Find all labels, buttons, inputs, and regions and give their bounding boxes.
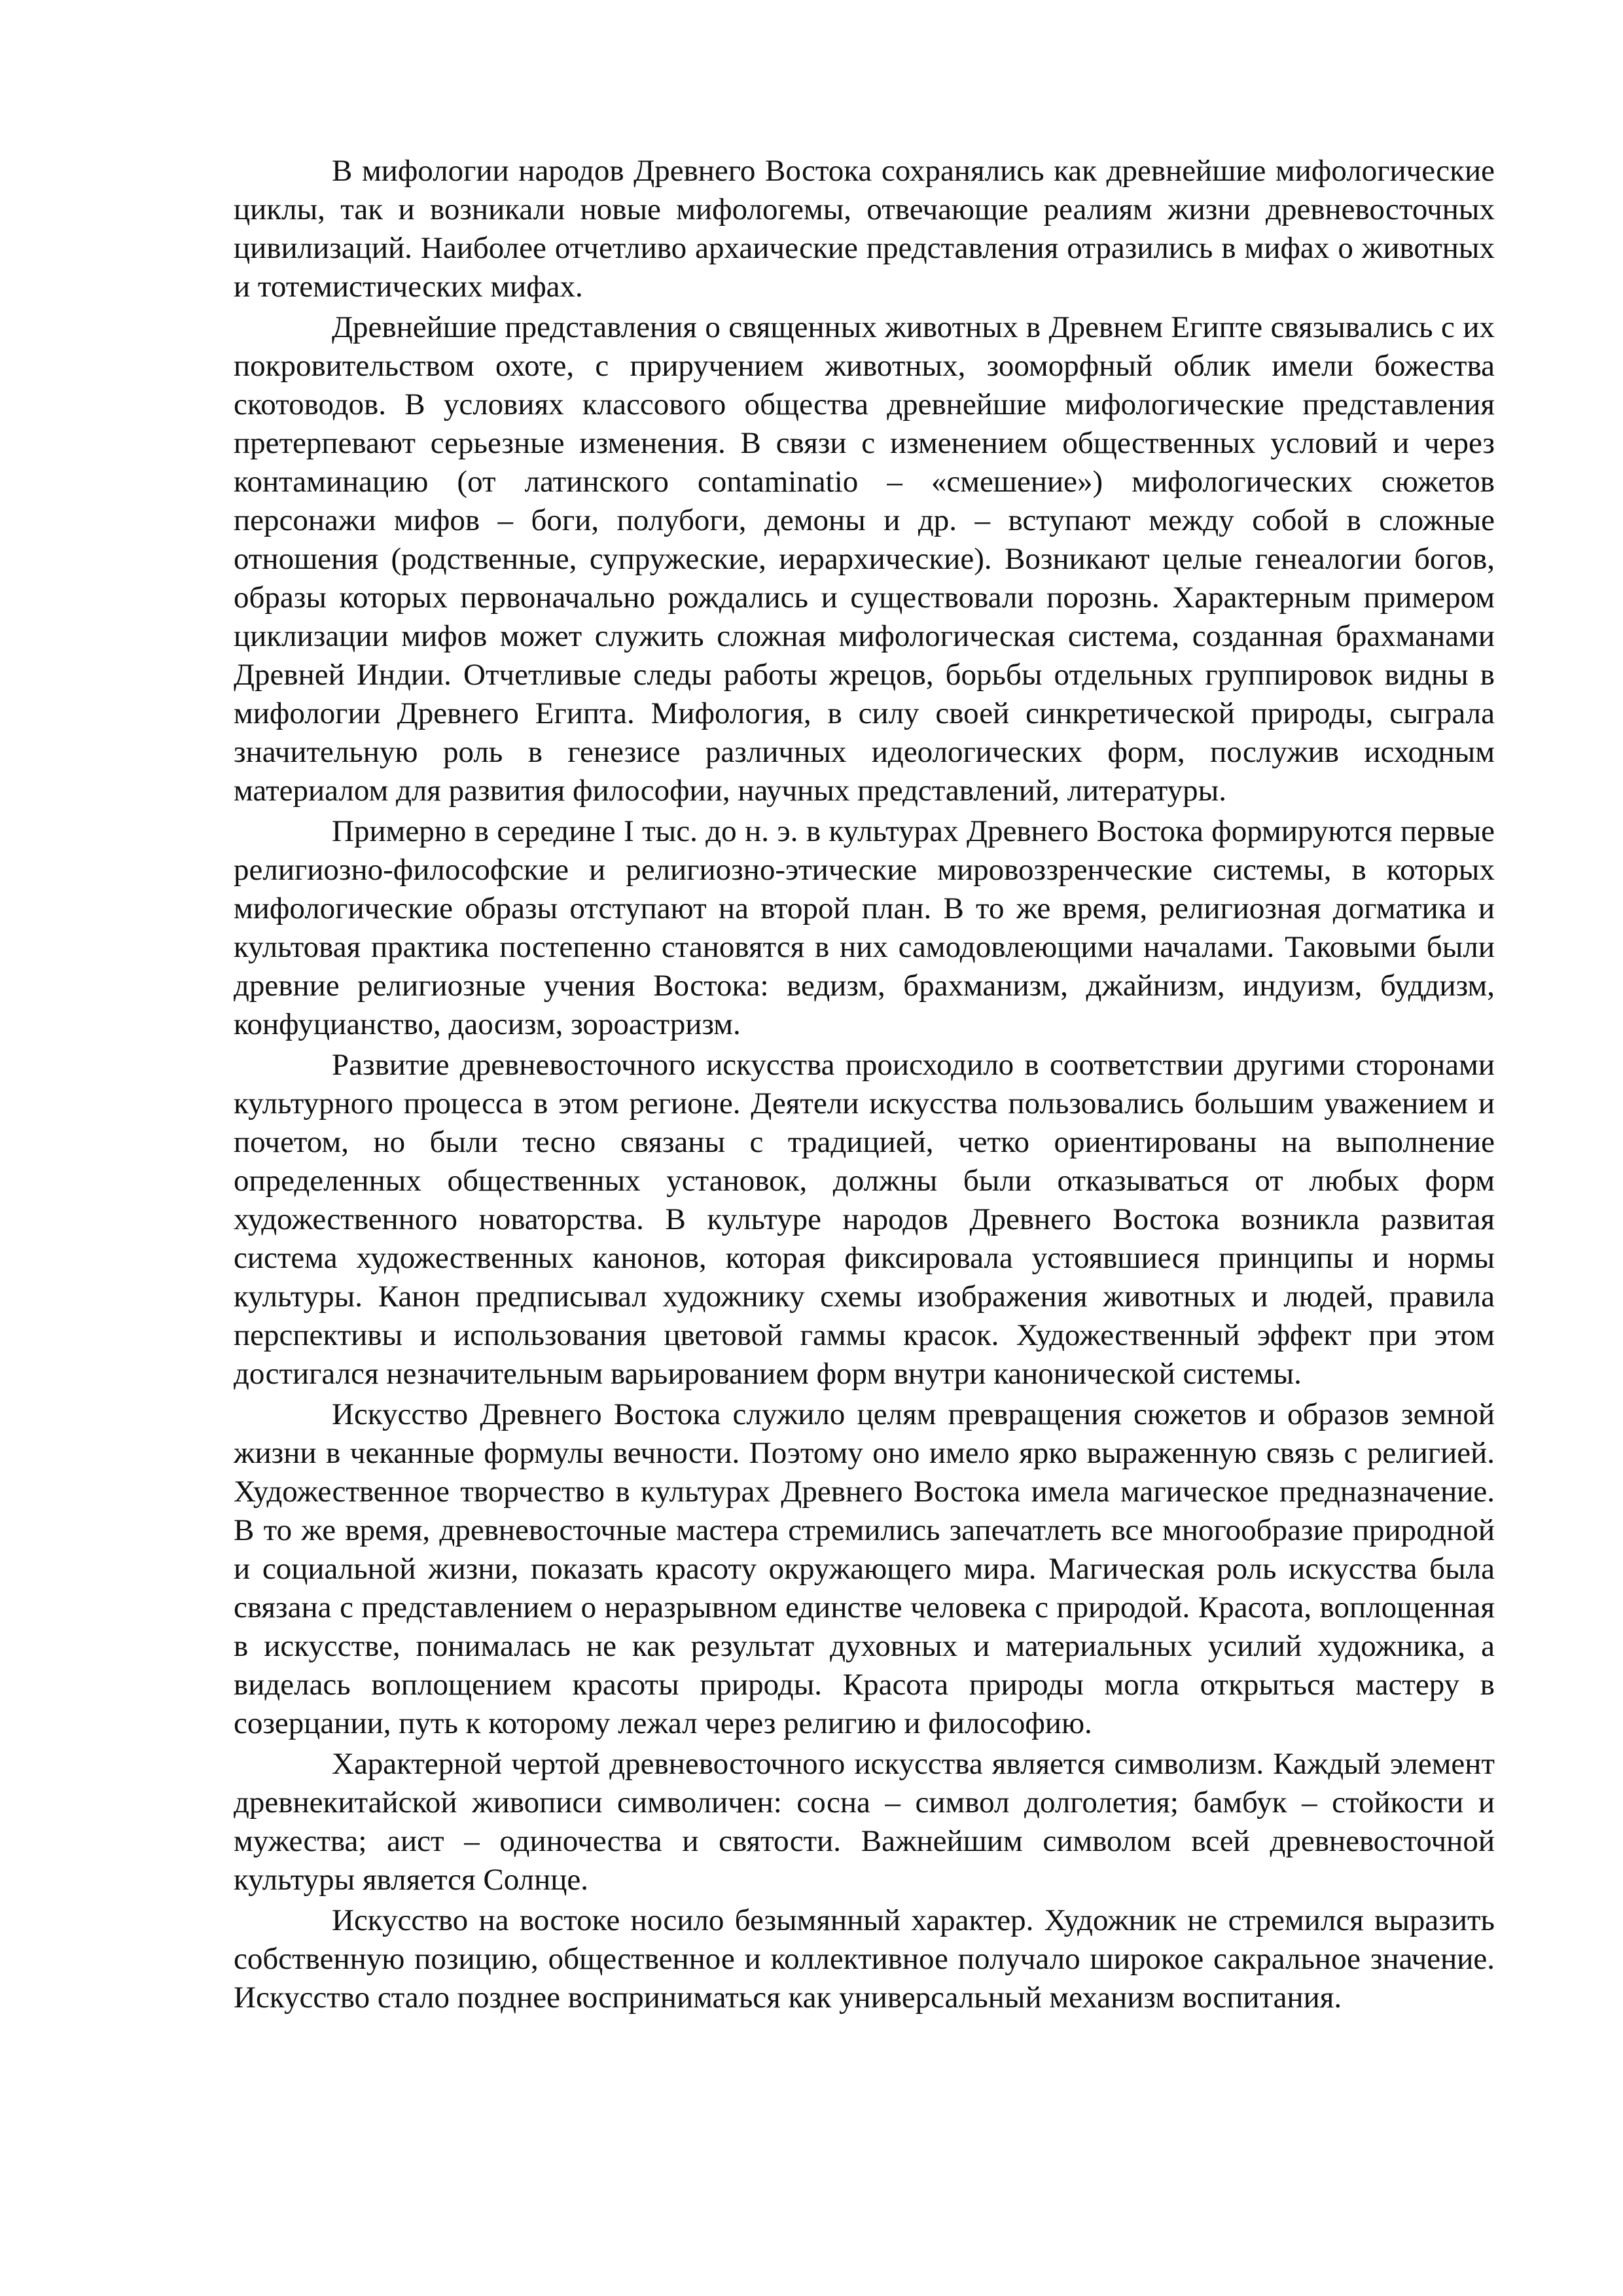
paragraph-mythology-ancient-east: В мифологии народов Древнего Востока сохранялись как древнейшие мифологические циклы, так и возникали новые мифологемы, отвечающие реалиям жизни древневосточных цивилизаций. Наиболее отчетливо архаические представления отразились в мифах о животных и тотемистических мифах.	[234, 154, 1495, 304]
paragraph-art-development-canons: Развитие древневосточного искусства происходило в соответствии другими сторонами культурного процесса в этом регионе. Деятели искусства пользовались большим уважением и почетом, но были тесно связаны с традицией, четко ориентированы на выполнение определенных общественных установок, должны были отказываться от любых форм художественного новаторства. В культуре народов Древнего Востока возникла развитая система художественных канонов, которая фиксировала устоявшиеся принципы и нормы культуры. Канон предписывал художнику схемы изображения животных и людей, правила перспективы и использования цветовой гаммы красок. Художественный эффект при этом достигался незначительным варьированием форм внутри канонической системы.	[234, 1048, 1495, 1391]
paragraph-anonymous-art: Искусство на востоке носило безымянный характер. Художник не стремился выразить собственную позицию, общественное и коллективное получало широкое сакральное значение. Искусство стало позднее восприниматься как универсальный механизм воспитания.	[234, 1903, 1495, 2015]
paragraph-sacred-animals-egypt: Древнейшие представления о священных животных в Древнем Египте связывались с их покровительством охоте, с приручением животных, зооморфный облик имели божества скотоводов. В условиях классового общества древнейшие мифологические представления претерпевают серьезные изменения. В связи с изменением общественных условий и через контаминацию (от латинского contaminatio – «смешение») мифологических сюжетов персонажи мифов – боги, полубоги, демоны и др. – вступают между собой в сложные отношения (родственные, супружеские, иерархические). Возникают целые генеалогии богов, образы которых первоначально рождались и существовали порознь. Характерным примером циклизации мифов может служить сложная мифологическая система, созданная брахманами Древней Индии. Отчетливые следы работы жрецов, борьбы отдельных группировок видны в мифологии Древнего Египта. Мифология, в силу своей синкретической природы, сыграла значительную роль в генезисе различных идеологических форм, послужив исходным материалом для развития философии, научных представлений, литературы.	[234, 310, 1495, 808]
paragraph-symbolism: Характерной чертой древневосточного искусства является символизм. Каждый элемент древнекитайской живописи символичен: сосна – символ долголетия; бамбук – стойкости и мужества; аист – одиночества и святости. Важнейшим символом всей древневосточной культуры является Солнце.	[234, 1747, 1495, 1897]
paragraph-art-and-religion: Искусство Древнего Востока служило целям превращения сюжетов и образов земной жизни в чеканные формулы вечности. Поэтому оно имело ярко выраженную связь с религией. Художественное творчество в культурах Древнего Востока имела магическое предназначение. В то же время, древневосточные мастера стремились запечатлеть все многообразие природной и социальной жизни, показать красоту окружающего мира. Магическая роль искусства была связана с представлением о неразрывном единстве человека с природой. Красота, воплощенная в искусстве, понималась не как результат духовных и материальных усилий художника, а виделась воплощением красоты природы. Красота природы могла открыться мастеру в созерцании, путь к которому лежал через религию и философию.	[234, 1397, 1495, 1740]
document-body	[234, 152, 1495, 2019]
paragraph-religious-philosophical-systems: Примерно в середине I тыс. до н. э. в культурах Древнего Востока формируются первые религиозно-философские и религиозно-этические мировоззренческие системы, в которых мифологические образы отступают на второй план. В то же время, религиозная догматика и культовая практика постепенно становятся в них самодовлеющими началами. Таковыми были древние религиозные учения Востока: ведизм, брахманизм, джайнизм, индуизм, буддизм, конфуцианство, даосизм, зороастризм.	[234, 814, 1495, 1041]
